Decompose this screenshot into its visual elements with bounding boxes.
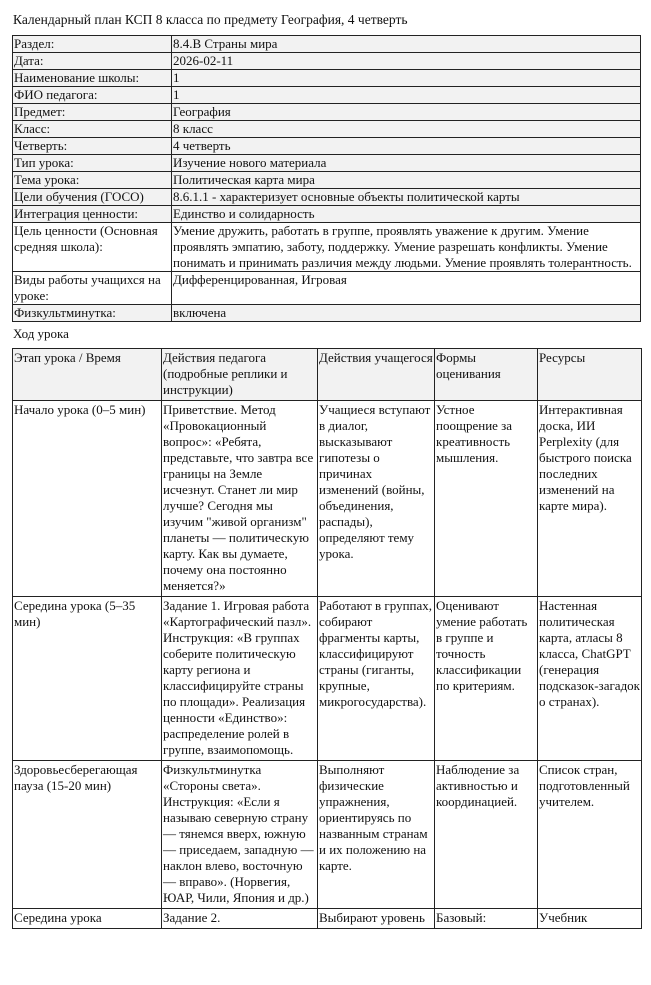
stage-cell: Середина урока: [13, 909, 162, 929]
table-row: [13, 761, 642, 909]
info-value: Единство и солидарность: [172, 206, 641, 223]
header-teacher-actions: Действия педагога (подробные реплики и инструкции): [162, 349, 318, 401]
info-row-pe-break: [13, 305, 641, 322]
info-value: 4 четверть: [172, 138, 641, 155]
lesson-progress-table: [12, 348, 642, 929]
header-stage: Этап урока / Время: [13, 349, 162, 401]
students-cell: Выбирают уровень: [318, 909, 435, 929]
document-title: Календарный план КСП 8 класса по предмету География, 4 четверть: [13, 12, 408, 27]
students-cell: Выполняют физические упражнения, ориентируясь по названным странам и их положению на карте.: [318, 761, 435, 909]
info-value: 8.4.В Страны мира: [172, 36, 641, 53]
info-key: Класс:: [13, 121, 172, 138]
info-value: 8 класс: [172, 121, 641, 138]
info-row-value-integration: [13, 206, 641, 223]
info-value: Умение дружить, работать в группе, проявлять уважение к другим. Умение проявлять эмпатию, заботу, поддержку. Умение разрешать конфликты. Умение понимать и принимать различия между людьми. Умение проявлять толерантность.: [172, 223, 641, 272]
resources-cell: Интерактивная доска, ИИ Perplexity (для быстрого поиска последних изменений на карте мира).: [538, 401, 642, 597]
students-cell: Работают в группах, собирают фрагменты карты, классифицируют страны (гиганты, крупные, микрогосударства).: [318, 597, 435, 761]
info-value: включена: [172, 305, 641, 322]
info-row-lesson-type: [13, 155, 641, 172]
info-row-goals: [13, 189, 641, 206]
info-key: Дата:: [13, 53, 172, 70]
info-key: Четверть:: [13, 138, 172, 155]
info-row-section: [13, 36, 641, 53]
stage-cell: Середина урока (5–35 мин): [13, 597, 162, 761]
header-student-actions: Действия учащегося: [318, 349, 435, 401]
info-key: Тип урока:: [13, 155, 172, 172]
info-key: Виды работы учащихся на уроке:: [13, 272, 172, 305]
lesson-info-table: [12, 35, 641, 322]
info-value: География: [172, 104, 641, 121]
students-cell: Учащиеся вступают в диалог, высказывают гипотезы о причинах изменений (войны, объединения, распады), определяют тему урока.: [318, 401, 435, 597]
assessment-cell: Устное поощрение за креативность мышления.: [435, 401, 538, 597]
info-value: Изучение нового материала: [172, 155, 641, 172]
teacher-cell: Физкультминутка «Стороны света». Инструкция: «Если я называю северную страну — тянемся вверх, южную — приседаем, западную — наклон влево, восточную — вправо». (Норвегия, ЮАР, Чили, Япония и др.): [162, 761, 318, 909]
lesson-header-row: [13, 349, 642, 401]
info-key: ФИО педагога:: [13, 87, 172, 104]
resources-cell: Настенная политическая карта, атласы 8 класса, ChatGPT (генерация подсказок-загадок о странах).: [538, 597, 642, 761]
assessment-cell: Наблюдение за активностью и координацией.: [435, 761, 538, 909]
resources-cell: Список стран, подготовленный учителем.: [538, 761, 642, 909]
teacher-cell: Приветствие. Метод «Провокационный вопрос»: «Ребята, представьте, что завтра все границы на Земле исчезнут. Станет ли мир лучше? Сегодня мы изучим "живой организм" планеты — политическую карту. Как вы думаете, почему она постоянно меняется?»: [162, 401, 318, 597]
lesson-progress-heading: Ход урока: [13, 326, 69, 341]
info-row-teacher: [13, 87, 641, 104]
info-key: Предмет:: [13, 104, 172, 121]
info-value: Дифференцированная, Игровая: [172, 272, 641, 305]
info-row-value-goal: [13, 223, 641, 272]
info-key: Наименование школы:: [13, 70, 172, 87]
info-row-quarter: [13, 138, 641, 155]
info-row-grade: [13, 121, 641, 138]
info-value: 8.6.1.1 - характеризует основные объекты политической карты: [172, 189, 641, 206]
resources-cell: Учебник: [538, 909, 642, 929]
info-key: Тема урока:: [13, 172, 172, 189]
teacher-cell: Задание 2.: [162, 909, 318, 929]
info-value: 1: [172, 70, 641, 87]
info-row-date: [13, 53, 641, 70]
info-key: Цель ценности (Основная средняя школа):: [13, 223, 172, 272]
info-row-work-types: [13, 272, 641, 305]
teacher-cell: Задание 1. Игровая работа «Картографический пазл». Инструкция: «В группах соберите политическую карту региона и классифицируйте страны по площади». Реализация ценности «Единство»: распределение ролей в группе, взаимопомощь.: [162, 597, 318, 761]
header-assessment: Формы оценивания: [435, 349, 538, 401]
header-resources: Ресурсы: [538, 349, 642, 401]
info-row-subject: [13, 104, 641, 121]
info-key: Раздел:: [13, 36, 172, 53]
info-row-topic: [13, 172, 641, 189]
info-value: Политическая карта мира: [172, 172, 641, 189]
info-key: Интеграция ценности:: [13, 206, 172, 223]
assessment-cell: Базовый:: [435, 909, 538, 929]
assessment-cell: Оценивают умение работать в группе и точность классификации по критериям.: [435, 597, 538, 761]
stage-cell: Здоровьесберегающая пауза (15-20 мин): [13, 761, 162, 909]
table-row: [13, 909, 642, 929]
info-row-school: [13, 70, 641, 87]
table-row: [13, 401, 642, 597]
info-key: Цели обучения (ГОСО): [13, 189, 172, 206]
table-row: [13, 597, 642, 761]
info-value: 1: [172, 87, 641, 104]
stage-cell: Начало урока (0–5 мин): [13, 401, 162, 597]
info-key: Физкультминутка:: [13, 305, 172, 322]
info-value: 2026-02-11: [172, 53, 641, 70]
